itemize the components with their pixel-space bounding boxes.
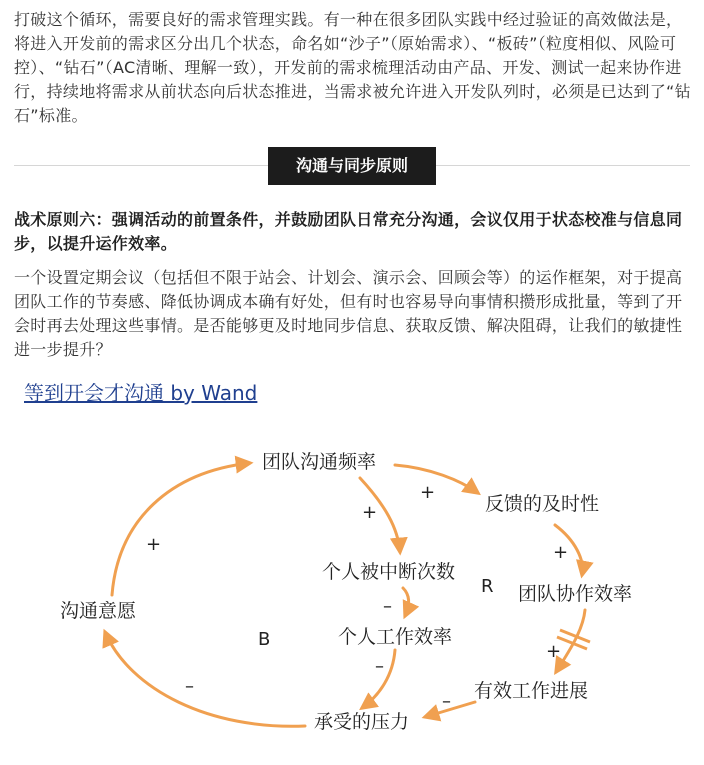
node-team-eff: 团队协作效率 (518, 583, 633, 605)
sign-personal-pressure: – (375, 656, 384, 677)
arrow-pressure-to-willingness (105, 632, 305, 726)
node-comm-freq: 团队沟通频率 (262, 451, 377, 473)
sign-interrupt-personal: – (383, 596, 392, 617)
sign-team-progress: + (546, 641, 562, 662)
arrow-willingness-to-comm (112, 463, 250, 595)
node-willingness: 沟通意愿 (60, 600, 137, 622)
node-pressure: 承受的压力 (314, 711, 410, 733)
arrow-interrupt-to-personal (403, 588, 409, 616)
body-paragraph: 一个设置定期会议（包括但不限于站会、计划会、演示会、回顾会等）的运作框架，对于提高团队工作的节奏感、降低协调成本确有好处，但有时也容易导向事情积攒形成批量，等到了开会时再去处理这些事情。是否能够更及时地同步信息、获取反馈、解决阻碍，让我们的敏捷性进一步提升？ (14, 268, 683, 359)
section-title: 沟通与同步原则 (268, 147, 436, 185)
sign-comm-interrupt: + (362, 502, 378, 523)
sign-feedback-team: + (553, 542, 569, 563)
intro-paragraph: 打破这个循环，需要良好的需求管理实践。有一种在很多团队实践中经过验证的高效做法是，将进入开发前的需求区分出几个状态，命名如“沙子”（原始需求）、“板砖”（粒度相似、风险可控）、“钻石”（AC清晰、理解一致），开发前的需求梳理活动由产品、开发、测试一起来协作进行，持续地将需求从前状态向后状态推进，当需求被允许进入开发队列时，必须是已达到了“钻石”标准。 (14, 10, 691, 125)
sign-comm-feedback: + (420, 482, 436, 503)
arrow-comm-to-feedback (395, 465, 478, 493)
sign-willingness-comm: + (146, 534, 162, 555)
sign-pressure-willingness: – (185, 676, 194, 697)
node-feedback: 反馈的及时性 (485, 493, 600, 515)
node-interruptions: 个人被中断次数 (322, 561, 456, 583)
loop-balancing-label: B (258, 629, 271, 650)
node-progress: 有效工作进展 (474, 680, 589, 702)
sign-progress-pressure: – (442, 691, 451, 712)
principle-heading: 战术原则六：强调活动的前置条件，并鼓励团队日常充分沟通，会议仅用于状态校准与信息同步，以提升运作效率。 (14, 210, 683, 253)
loop-reinforcing-label: R (481, 576, 494, 597)
causal-loop-diagram (0, 420, 704, 765)
node-personal-eff: 个人工作效率 (338, 626, 453, 648)
figure-title: 等到开会才沟通 by Wand (24, 381, 258, 405)
